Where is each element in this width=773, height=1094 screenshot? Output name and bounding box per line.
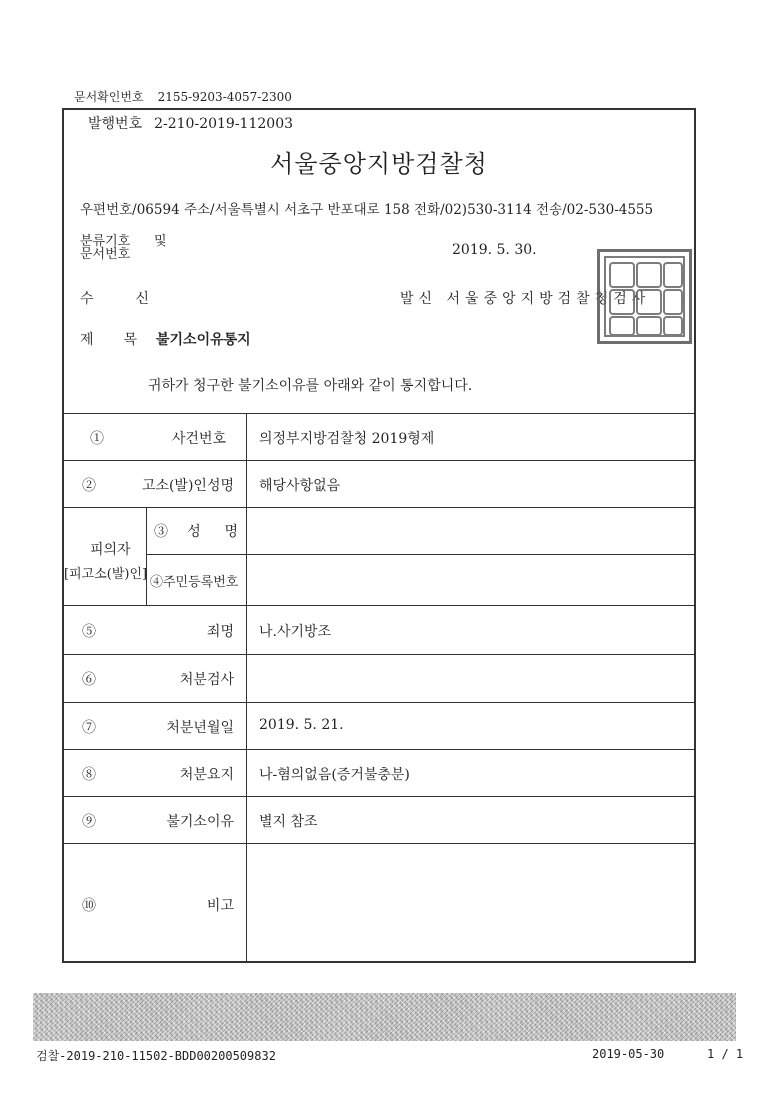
sender: 발신 서울중앙지방검찰청검사 (400, 291, 651, 307)
classification-and: 및 (154, 234, 167, 249)
confirm-label: 문서확인번호 (74, 90, 144, 104)
classification-line1: 분류기호 (80, 234, 131, 249)
disposition-date-value: 2019. 5. 21. (259, 717, 344, 733)
issue-label: 발행번호 (88, 116, 143, 132)
charge-label: ⑤죄명 (82, 624, 234, 640)
page-title: 서울중앙지방검찰청 (270, 150, 488, 178)
complainant-label: ②고소(발)인성명 (82, 478, 234, 494)
official-seal-icon (597, 249, 692, 344)
confirm-number: 2155-9203-4057-2300 (157, 90, 292, 104)
summary-label: ⑧처분요지 (82, 767, 234, 783)
reason-label: ⑨불기소이유 (82, 814, 234, 830)
recipient-label: 수신 (80, 291, 192, 307)
remarks-label: ⑩비고 (82, 898, 234, 914)
footer-date: 2019-05-30 (592, 1047, 665, 1061)
notice-table (62, 413, 696, 963)
security-pattern (33, 993, 736, 1041)
reason-value: 별지 참조 (259, 814, 318, 830)
classification-label (80, 234, 167, 262)
suspect-sub-label: [피고소(발)인] (64, 567, 148, 582)
document-confirm-number (74, 88, 292, 105)
issue-value: 2-210-2019-112003 (154, 116, 294, 132)
case-number-label: ①사건번호 (90, 431, 226, 447)
complainant-value: 해당사항없음 (259, 478, 341, 494)
footer-page-number: 1 / 1 (707, 1047, 744, 1061)
case-number-value: 의정부지방검찰청 2019형제 (259, 431, 435, 447)
disposition-date-label: ⑦처분년월일 (82, 720, 234, 736)
classification-line2: 문서번호 (80, 247, 131, 262)
prosecutor-label: ⑥처분검사 (82, 672, 234, 688)
intro-text: 귀하가 청구한 불기소이유를 아래와 같이 통지합니다. (148, 378, 473, 394)
charge-value: 나.사기방조 (259, 624, 332, 640)
issue-number (88, 113, 293, 133)
document-date: 2019. 5. 30. (452, 242, 537, 258)
address-line: 우편번호/06594 주소/서울특별시 서초구 반포대로 158 전화/02)530-3114 전송/02-530-4555 (80, 202, 654, 218)
rrn-label: ④주민등록번호 (150, 575, 239, 590)
footer-document-id: 검찰-2019-210-11502-BDD00200509832 (36, 1049, 276, 1063)
subject-label: 제목 (80, 332, 168, 348)
summary-value: 나-혐의없음(증거불충분) (259, 767, 410, 783)
suspect-label: 피의자 (90, 542, 131, 558)
name-label: ③성 명 (154, 524, 238, 540)
subject: 불기소이유통지 (156, 332, 251, 348)
